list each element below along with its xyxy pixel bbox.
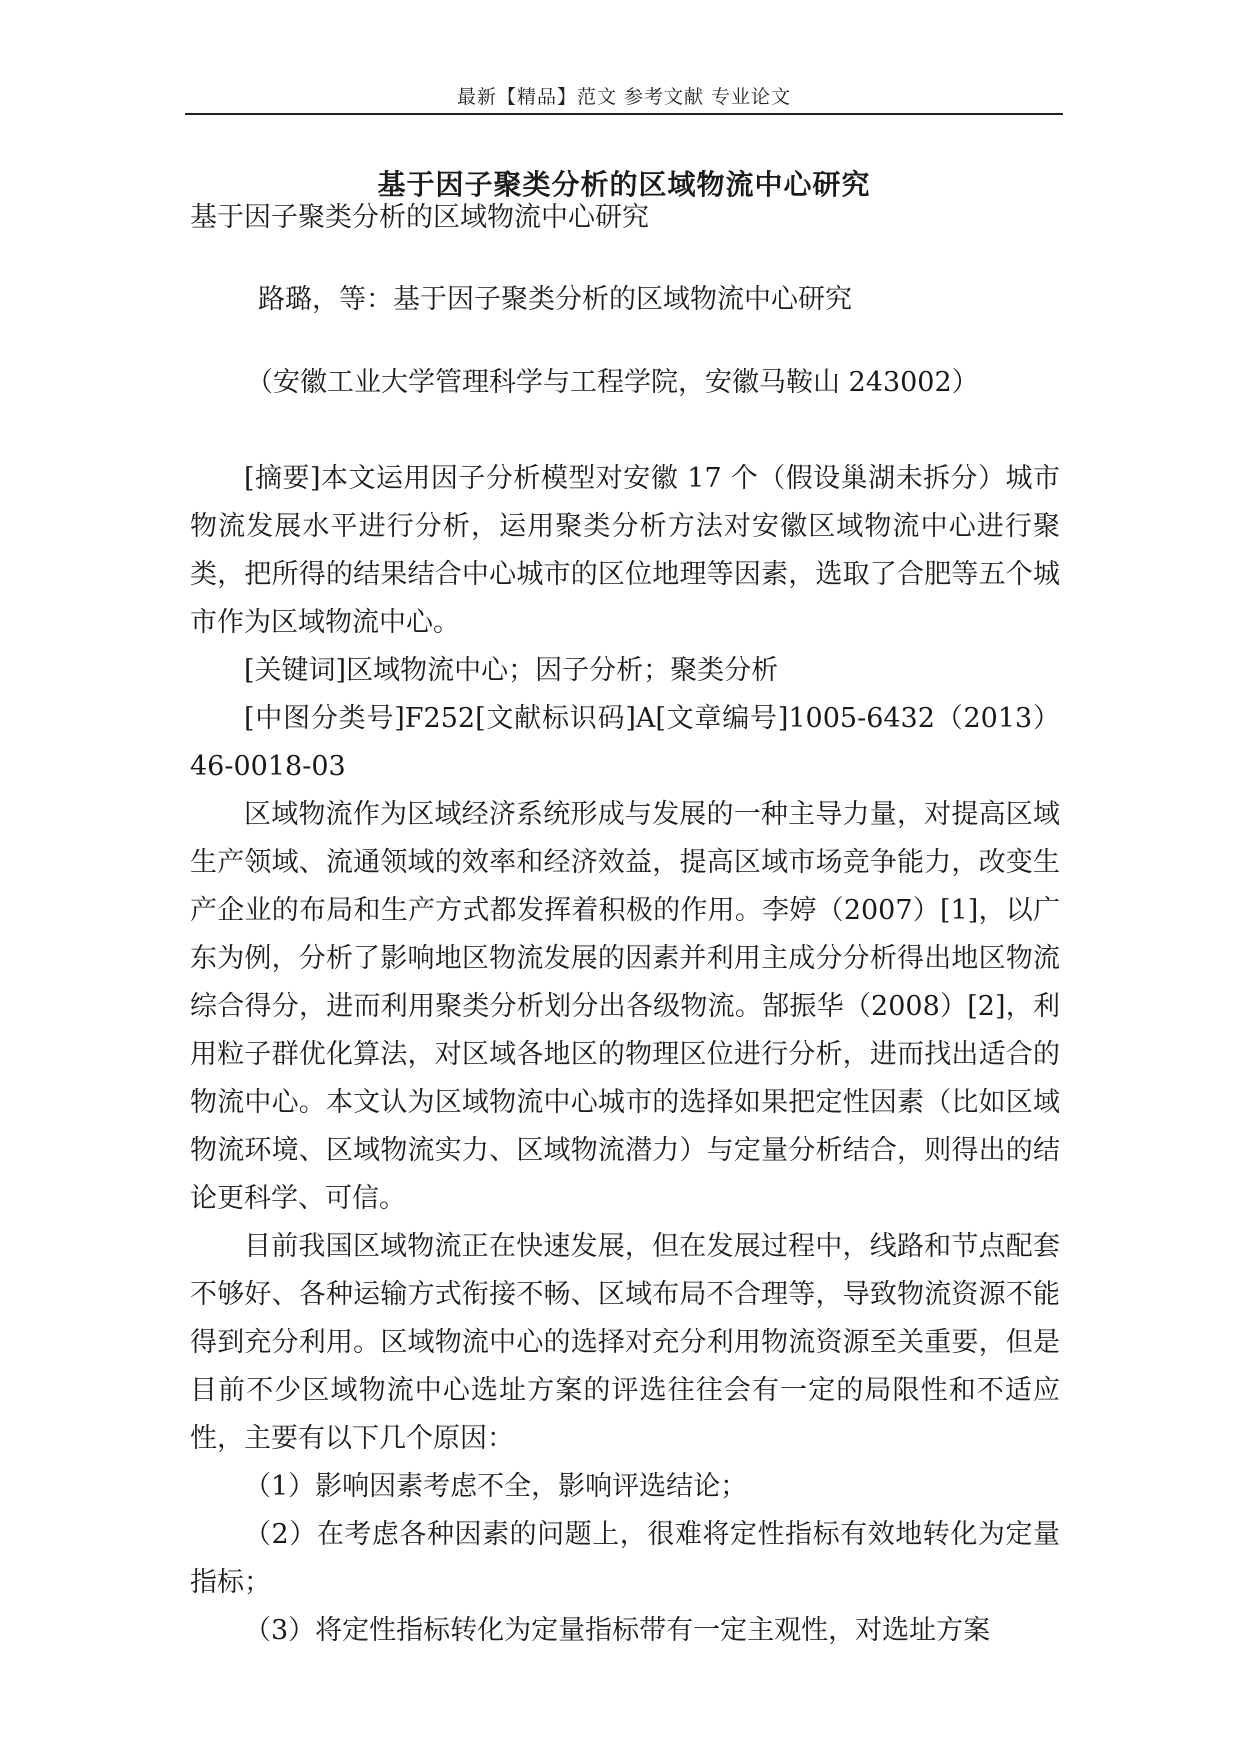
header-divider bbox=[185, 113, 1063, 115]
keywords: [关键词]区域物流中心；因子分析；聚类分析 bbox=[244, 655, 779, 686]
body-text bbox=[190, 455, 1060, 1655]
classification: [中图分类号]F252[文献标识码]A[文章编号]1005-6432（2013）46-0018-03 bbox=[190, 703, 1060, 782]
author-line: 路璐，等：基于因子聚类分析的区域物流中心研究 bbox=[258, 284, 852, 315]
list-item: （3）将定性指标转化为定量指标带有一定主观性，对选址方案 bbox=[244, 1615, 991, 1646]
body-paragraph: 目前我国区域物流正在快速发展，但在发展过程中，线路和节点配套不够好、各种运输方式衔接不畅、区域布局不合理等，导致物流资源不能得到充分利用。区域物流中心的选择对充分利用物流资源至关重要，但是目前不少区域物流中心选址方案的评选往往会有一定的局限性和不适应性，主要有以下几个原因： bbox=[190, 1231, 1060, 1454]
document-title: 基于因子聚类分析的区域物流中心研究 bbox=[377, 168, 871, 201]
affiliation: （安徽工业大学管理科学与工程学院，安徽马鞍山 243002） bbox=[246, 367, 979, 398]
page-header: 最新【精品】范文 参考文献 专业论文 bbox=[456, 86, 792, 108]
list-item: （1）影响因素考虑不全，影响评选结论； bbox=[244, 1471, 748, 1502]
abstract: [摘要]本文运用因子分析模型对安徽 17 个（假设巢湖未拆分）城市物流发展水平进行分析，运用聚类分析方法对安徽区域物流中心进行聚类，把所得的结果结合中心城市的区位地理等因素，选取了合肥等五个城市作为区域物流中心。 bbox=[190, 463, 1060, 638]
list-item: （2）在考虑各种因素的问题上，很难将定性指标有效地转化为定量指标； bbox=[190, 1519, 1060, 1598]
document-subtitle: 基于因子聚类分析的区域物流中心研究 bbox=[190, 202, 649, 233]
body-paragraph: 区域物流作为区域经济系统形成与发展的一种主导力量，对提高区域生产领域、流通领域的效率和经济效益，提高区域市场竞争能力，改变生产企业的布局和生产方式都发挥着积极的作用。李婷（2007）[1]，以广东为例，分析了影响地区物流发展的因素并利用主成分分析得出地区物流综合得分，进而利用聚类分析划分出各级物流。郜振华（2008）[2]，利用粒子群优化算法，对区域各地区的物理区位进行分析，进而找出适合的物流中心。本文认为区域物流中心城市的选择如果把定性因素（比如区域物流环境、区域物流实力、区域物流潜力）与定量分析结合，则得出的结论更科学、可信。 bbox=[190, 799, 1060, 1214]
